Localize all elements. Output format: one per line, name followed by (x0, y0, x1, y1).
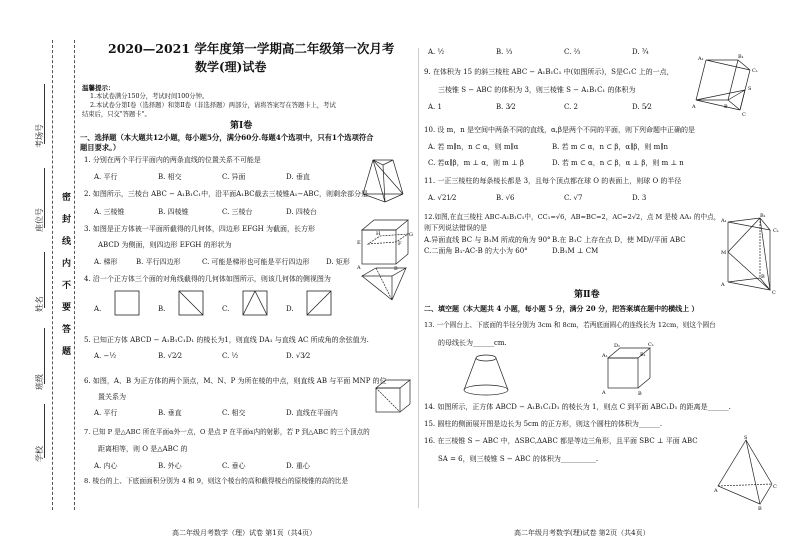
fig-label: E (357, 240, 361, 246)
fig-label: C₁ (752, 68, 758, 74)
section-1-heading-cont: 题目要求。） (80, 143, 121, 152)
binding-cut-line (52, 40, 53, 510)
page-divider (418, 48, 419, 508)
binding-strip (0, 0, 80, 550)
question-10-options-row-1 (428, 142, 712, 152)
question-7-stem: 7. 已知 P 是△ABC 所在平面α外一点，O 是点 P 在平面α内的射影，若 P 到△ABC 的三个顶点的 (84, 428, 370, 436)
seal-char: 封 (62, 215, 72, 225)
option-c[interactable]: C.二面角 B₁-AC-B 的大小为 60° (424, 247, 528, 255)
binding-cut-line-inner (74, 40, 75, 510)
option-a[interactable]: A.异面直线 BC 与 B₁M 所成的角为 90° (424, 236, 551, 244)
notice-line: 2.本试卷分第Ⅰ卷（选择题）和第Ⅱ卷（非选择题）两部分，请将答案写在答题卡上，考试 (90, 102, 336, 109)
option-a-square-icon (114, 290, 140, 316)
option-a[interactable]: A. −½ (94, 352, 117, 360)
option-c[interactable]: C. ⅔ (564, 48, 581, 56)
option-d[interactable]: D. 3 (632, 194, 647, 202)
figure-q13-frustum (460, 350, 512, 398)
option-d[interactable]: D. 重心 (286, 462, 310, 470)
option-c[interactable]: C. 异面 (222, 173, 246, 181)
figure-q14-cube (602, 340, 656, 396)
seal-char: 线 (62, 237, 72, 247)
option-c[interactable]: C. 三棱台 (222, 208, 253, 216)
page-2-column (424, 0, 790, 550)
option-c[interactable]: C. √7 (564, 194, 583, 202)
option-d[interactable]: D. 垂直 (286, 173, 310, 181)
figure-q16-tetrahedron (714, 434, 778, 510)
question-6-options (94, 408, 366, 418)
option-a[interactable]: A. (94, 305, 102, 313)
binding-blank-line (44, 168, 45, 228)
notice-line: 结束后，只交"答题卡"。 (82, 111, 151, 118)
fig-label: A₁ (602, 353, 608, 359)
option-c[interactable]: C. (222, 305, 230, 313)
question-1-options (94, 172, 346, 182)
page-1-footer: 高二年级月考数学（理）试卷 第1页（共4页） (172, 529, 317, 537)
binding-blank-line (44, 404, 45, 458)
question-11-options (428, 194, 692, 202)
fig-label: A (721, 282, 725, 288)
fig-label: H (376, 231, 381, 237)
option-a[interactable]: A. ½ (428, 48, 445, 56)
seal-char: 内 (62, 259, 72, 269)
option-d-antidiagonal-icon (306, 290, 332, 316)
question-6-stem: 6. 如图，A、B 为正方体的两个顶点，M、N、P 为所在棱的中点，则直线 AB 与平面 MNP 的位 (84, 377, 387, 385)
option-a[interactable]: A. √21⁄2 (428, 194, 457, 202)
option-c[interactable]: C. 垂心 (222, 462, 246, 470)
option-b[interactable]: B. 四棱锥 (158, 208, 189, 216)
option-b[interactable]: B. 垂直 (158, 409, 182, 417)
figure-q6-cube (372, 376, 412, 416)
binding-label-class: 班级 (35, 374, 44, 390)
notice-line: 1.本试卷满分150分，考试时间100分钟。 (90, 93, 209, 100)
fig-label: B (724, 104, 728, 110)
fig-label: G (409, 232, 413, 238)
volume-2-heading: 第Ⅱ卷 (574, 290, 600, 300)
question-9-stem: 9. 在体积为 15 的斜三棱柱 ABC − A₁B₁C₁ 中(如图所示)，S是C₁C 上的一点， (424, 68, 674, 76)
binding-blank-line (44, 84, 45, 144)
section-2-heading: 二、填空题（本大题共 4 小题，每小题 5 分，满分 20 分，把答案填在题中的横线上 ） (424, 304, 699, 313)
fig-label: C₁ (648, 342, 654, 348)
fig-label: C₁ (773, 228, 779, 234)
option-b[interactable]: B. √6 (496, 194, 515, 202)
question-12-stem-cont: 则下列说法错误的是 (424, 224, 487, 232)
section-1-heading: 一、选择题（本大题共12小题，每小题5分，满分60分.每题4个选项中，只有1个选项符合 (80, 133, 374, 142)
question-13-stem-cont: 的母线长为______cm. (438, 339, 507, 347)
question-8-options (428, 48, 692, 56)
option-a[interactable]: A. 梯形 (94, 258, 118, 266)
option-c[interactable]: C. 可能是梯形也可能是平行四边形 (202, 258, 310, 266)
option-d[interactable]: D. 矩形 (326, 258, 350, 266)
fig-label: D₁ (614, 343, 621, 349)
question-16-stem-cont: SA = 6，则三棱锥 S − ABC 的体积为__________. (438, 455, 599, 463)
seal-char: 不 (62, 281, 72, 291)
question-12-options-row-2 (424, 246, 702, 256)
question-2-stem: 2. 如图所示，三棱台 ABC − A₁B₁C₁中，沿平面A₁BC截去三棱锥A₁−ABC，则剩余部分是 (84, 190, 369, 198)
option-a[interactable]: A. 若 m∥n，n ⊂ α，则 m∥α (428, 143, 519, 151)
question-10-options-row-2 (428, 158, 712, 168)
fig-label: C (742, 112, 746, 116)
binding-label-seat: 座位号 (35, 208, 44, 232)
question-13-stem: 13. 一个圆台上、下底面的半径分别为 3cm 和 8cm，若两底面圆心的连线长为 12cm，则这个圆台 (424, 321, 716, 329)
option-b[interactable]: B. √2⁄2 (158, 352, 183, 360)
question-16-stem: 16. 在三棱锥 S − ABC 中，ΔSBC,ΔABC 都是等边三角形，且平面 SBC ⊥ 平面 ABC (424, 437, 698, 445)
question-12-stem: 12.如图,在直三棱柱 ABC-A₁B₁C₁中，CC₁=√6，AB=BC=2，AC=2√2，点 M 是棱 AA₁ 的中点， (424, 213, 721, 221)
question-12-options-row-1 (424, 235, 702, 245)
fig-label: A (692, 104, 696, 110)
volume-1-heading: 第Ⅰ卷 (230, 121, 253, 131)
question-6-stem-cont: 置关系为 (98, 393, 126, 401)
option-b[interactable]: B.在 B₁C 上存在点 D，使 MD//平面 ABC (552, 236, 686, 244)
question-4-stem: 4. 沿一个正方体三个面的对角线截得的几何体如图所示，则该几何体的侧视图为 (84, 275, 331, 283)
option-c-triangle-icon (242, 290, 268, 316)
question-3-options (94, 257, 366, 267)
question-2-options (94, 207, 346, 217)
option-b[interactable]: B. 相交 (158, 173, 182, 181)
notice-heading: 温馨提示： (82, 84, 115, 92)
question-7-options (94, 461, 346, 471)
seal-char: 密 (62, 193, 72, 203)
question-3-stem: 3. 如图是正方体被一平面所截得的几何体，四边形 EFGH 为截面，长方形 (84, 225, 316, 233)
option-c[interactable]: C. 相交 (222, 409, 246, 417)
figure-q9-prism (692, 52, 764, 116)
question-11-stem: 11. 一正三棱柱的每条棱长都是 3，且每个顶点都在球 O 的表面上，则球 O 的半径 (424, 177, 682, 185)
question-1-stem: 1. 分别在两个平行平面内的两条直线的位置关系不可能是 (84, 156, 261, 164)
question-8-stem: 8. 棱台的上、下底面面积分别为 4 和 9，则这个棱台的高和截得棱台的原棱锥的高的比是 (84, 477, 349, 485)
fig-label: B₁ (738, 54, 744, 60)
fig-label: B₁ (760, 213, 766, 219)
figure-q4-solid (358, 264, 412, 304)
fig-label: B (758, 506, 762, 510)
option-d[interactable]: D. 四棱台 (286, 208, 317, 216)
option-b-diagonal-icon (178, 290, 204, 316)
option-d[interactable]: D. 若 m ⊂ α，n ⊂ β，α ⊥ β，则 m ⊥ n (552, 159, 684, 167)
fig-label: A (357, 265, 361, 270)
option-d[interactable]: D. 5⁄2 (632, 103, 652, 111)
fig-label: B (394, 266, 398, 270)
binding-blank-line (44, 328, 45, 384)
option-c[interactable]: C. 若α∥β，m ⊥ α，则 m ⊥ β (428, 159, 524, 167)
seal-char: 要 (62, 303, 72, 313)
option-a[interactable]: A. 内心 (94, 462, 118, 470)
fig-label: C (773, 484, 777, 490)
seal-char: 题 (62, 347, 72, 357)
question-5-options (94, 352, 346, 360)
exam-title: 2020—2021 学年度第一学期高二年级第一次月考 (108, 41, 395, 56)
page-2-footer: 高二年级月考数学(理)试卷 第2页（共4页） (514, 529, 650, 537)
fig-label: B (761, 274, 765, 280)
fig-label: C (772, 290, 776, 296)
question-10-stem: 10. 设 m，n 是空间中两条不同的直线，α,β是两个不同的平面，则下列命题中正确的是 (424, 126, 695, 134)
exam-subtitle: 数学(理)试卷 (195, 60, 267, 74)
option-a[interactable]: A. 1 (428, 103, 442, 111)
fig-label: S (744, 435, 748, 441)
question-7-stem-cont: 距离相等，则 O 是△ABC 的 (98, 445, 188, 453)
option-a[interactable]: A. 平行 (94, 409, 118, 417)
binding-label-school: 学校 (35, 446, 44, 462)
fig-label: F (398, 241, 402, 247)
option-d[interactable]: D. 直线在平面内 (286, 409, 338, 417)
option-b[interactable]: B. 若 m ⊂ α，n ⊂ β，α∥β，则 m∥n (552, 143, 668, 151)
binding-label-exam-room: 考场号 (35, 124, 44, 148)
option-d[interactable]: D. √3⁄2 (286, 352, 311, 360)
question-9-stem-cont: 三棱锥 S − ABC 的体积为 3，则三棱锥 S − A₁B₁C₁ 的体积为 (438, 86, 636, 94)
option-d[interactable]: D. ¾ (632, 48, 649, 56)
option-d[interactable]: D. (286, 305, 294, 313)
fig-label: S (748, 86, 752, 92)
option-c[interactable]: C. 2 (564, 103, 579, 111)
page-1-column (80, 0, 416, 550)
fig-label: B₁ (640, 352, 646, 358)
question-14-stem: 14. 如图所示，正方体 ABCD − A₁B₁C₁D₁ 的棱长为 1，则点 C 到平面 ABC₁D₁ 的距离是______. (424, 403, 731, 411)
fig-label: B (638, 391, 642, 396)
figure-q12-prism (720, 212, 782, 296)
question-9-options (428, 103, 692, 111)
fig-label: A (602, 390, 606, 396)
question-3-stem-cont: ABCD 为侧面，则四边形 EFGH 的形状为 (98, 241, 232, 249)
option-b[interactable]: B. 外心 (158, 462, 182, 470)
seal-char: 答 (62, 325, 72, 335)
fig-label: A (714, 488, 718, 494)
option-b[interactable]: B. 平行四边形 (136, 258, 181, 266)
option-b[interactable]: B. 3⁄2 (496, 103, 516, 111)
binding-blank-line (44, 252, 45, 308)
option-a[interactable]: A. 三棱锥 (94, 208, 125, 216)
option-a[interactable]: A. 平行 (94, 173, 118, 181)
fig-label: M (721, 250, 727, 256)
fig-label: A₁ (721, 218, 727, 224)
question-15-stem: 15. 圆柱的侧面展开图是边长为 5cm 的正方形，则这个圆柱的体积为______. (424, 420, 663, 428)
option-b[interactable]: B. ⅓ (496, 48, 513, 56)
option-d[interactable]: D.B₁M ⊥ CM (552, 247, 599, 255)
option-b[interactable]: B. (158, 305, 166, 313)
question-5-stem: 5. 已知正方体 ABCD − A₁B₁C₁D₁ 的棱长为1，则直线 DA₁ 与直线 AC 所成角的余弦值为. (84, 336, 369, 344)
option-c[interactable]: C. ½ (222, 352, 239, 360)
fig-label: A₁ (698, 56, 704, 62)
binding-label-name: 姓名 (35, 296, 44, 312)
